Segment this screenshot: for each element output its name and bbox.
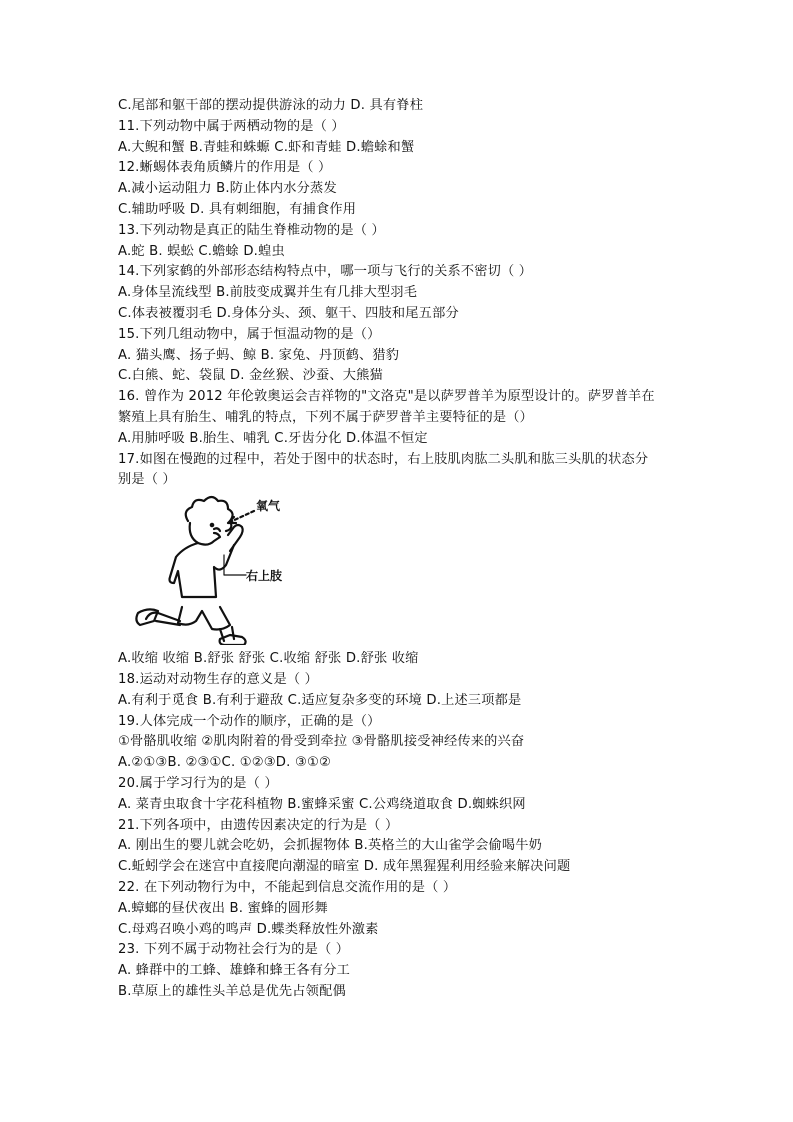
question-22-options: C.母鸡召唤小鸡的鸣声 D.蝶类释放性外激素 [118,921,379,937]
question-11: 11.下列动物中属于两栖动物的是（ ） [118,118,345,134]
question-23-options: A. 蜂群中的工蜂、雄蜂和蜂王各有分工 [118,963,350,979]
running-boy-figure [128,493,308,645]
text-line: C.尾部和躯干部的摆动提供游泳的动力 D. 具有脊柱 [118,98,424,113]
question-21: 21.下列各项中，由遗传因素决定的行为是（ ） [118,817,399,833]
question-15-options: C.白熊、蛇、袋鼠 D. 金丝猴、沙蚕、大熊猫 [118,368,383,384]
question-12-options: A.减小运动阻力 B.防止体内水分蒸发 [118,181,337,197]
question-14-options: A.身体呈流线型 B.前肢变成翼并生有几排大型羽毛 [118,285,418,301]
text-block-lower [118,649,698,1003]
question-20: 20.属于学习行为的是（ ） [118,775,278,791]
question-18: 18.运动对动物生存的意义是（ ） [118,671,319,687]
question-16: 16. 曾作为 2012 年伦敦奥运会吉祥物的"文洛克"是以萨罗普羊为原型设计的。萨罗普羊在 [118,389,655,405]
right-arm-label: 右上肢 [246,569,283,584]
question-14: 14.下列家鹤的外部形态结构特点中，哪一项与飞行的关系不密切（ ） [118,264,533,280]
question-19: 19.人体完成一个动作的顺序，正确的是（） [118,713,381,729]
question-23-options: B.草原上的雄性头羊总是优先占领配偶 [118,983,346,999]
question-22: 22. 在下列动物行为中，不能起到信息交流作用的是（ ） [118,879,457,895]
question-18-options: A.有利于觅食 B.有利于避敌 C.适应复杂多变的环境 D.上述三项都是 [118,692,522,708]
text-block-upper [118,96,698,491]
question-11-options: A.大鲵和蟹 B.青蛙和蛛螈 C.虾和青蛙 D.蟾蜍和蟹 [118,139,415,155]
question-12: 12.蜥蜴体表角质鳞片的作用是（ ） [118,160,332,176]
question-21-options: A. 刚出生的婴儿就会吃奶，会抓握物体 B.英格兰的大山雀学会偷喝牛奶 [118,838,543,854]
question-13: 13.下列动物是真正的陆生脊椎动物的是（ ） [118,222,385,238]
oxygen-label: 氧气 [256,499,281,514]
question-23: 23. 下列不属于动物社会行为的是（ ） [118,942,350,958]
question-17: 别是（ ） [118,472,176,488]
question-22-options: A.蟑螂的昼伏夜出 B. 蜜蜂的圆形舞 [118,900,328,916]
question-17: 17.如图在慢跑的过程中，若处于图中的状态时，右上肢肌肉肱二头肌和肱三头肌的状态分 [118,451,649,467]
question-13-options: A.蛇 B. 蜈蚣 C.蟾蜍 D.蝗虫 [118,243,285,259]
question-19-steps: ①骨骼肌收缩 ②肌肉附着的骨受到牵拉 ③骨骼肌接受神经传来的兴奋 [118,734,525,750]
question-15: 15.下列几组动物中，属于恒温动物的是（） [118,326,381,342]
document-page [118,96,698,1003]
question-15-options: A. 猫头鹰、扬子蚂、鲸 B. 家兔、丹顶鹤、猎豹 [118,347,400,363]
question-16-options: A.用肺呼吸 B.胎生、哺乳 C.牙齿分化 D.体温不恒定 [118,430,428,446]
question-20-options: A. 菜青虫取食十字花科植物 B.蜜蜂采蜜 C.公鸡绕道取食 D.蜘蛛织网 [118,796,526,812]
question-14-options: C.体表被覆羽毛 D.身体分头、颈、躯干、四肢和尾五部分 [118,305,459,321]
question-21-options: C.蚯蚓学会在迷宫中直接爬向潮湿的暗室 D. 成年黑猩猩利用经验来解决问题 [118,859,571,875]
question-17-options: A.收缩 收缩 B.舒张 舒张 C.收缩 舒张 D.舒张 收缩 [118,651,419,667]
question-19-options: A.②①③B. ②③①C. ①②③D. ③①② [118,755,332,771]
question-12-options: C.辅助呼吸 D. 具有刺细胞，有捕食作用 [118,201,357,217]
question-16: 繁殖上具有胎生、哺乳的特点，下列不属于萨罗普羊主要特征的是（） [118,409,534,425]
